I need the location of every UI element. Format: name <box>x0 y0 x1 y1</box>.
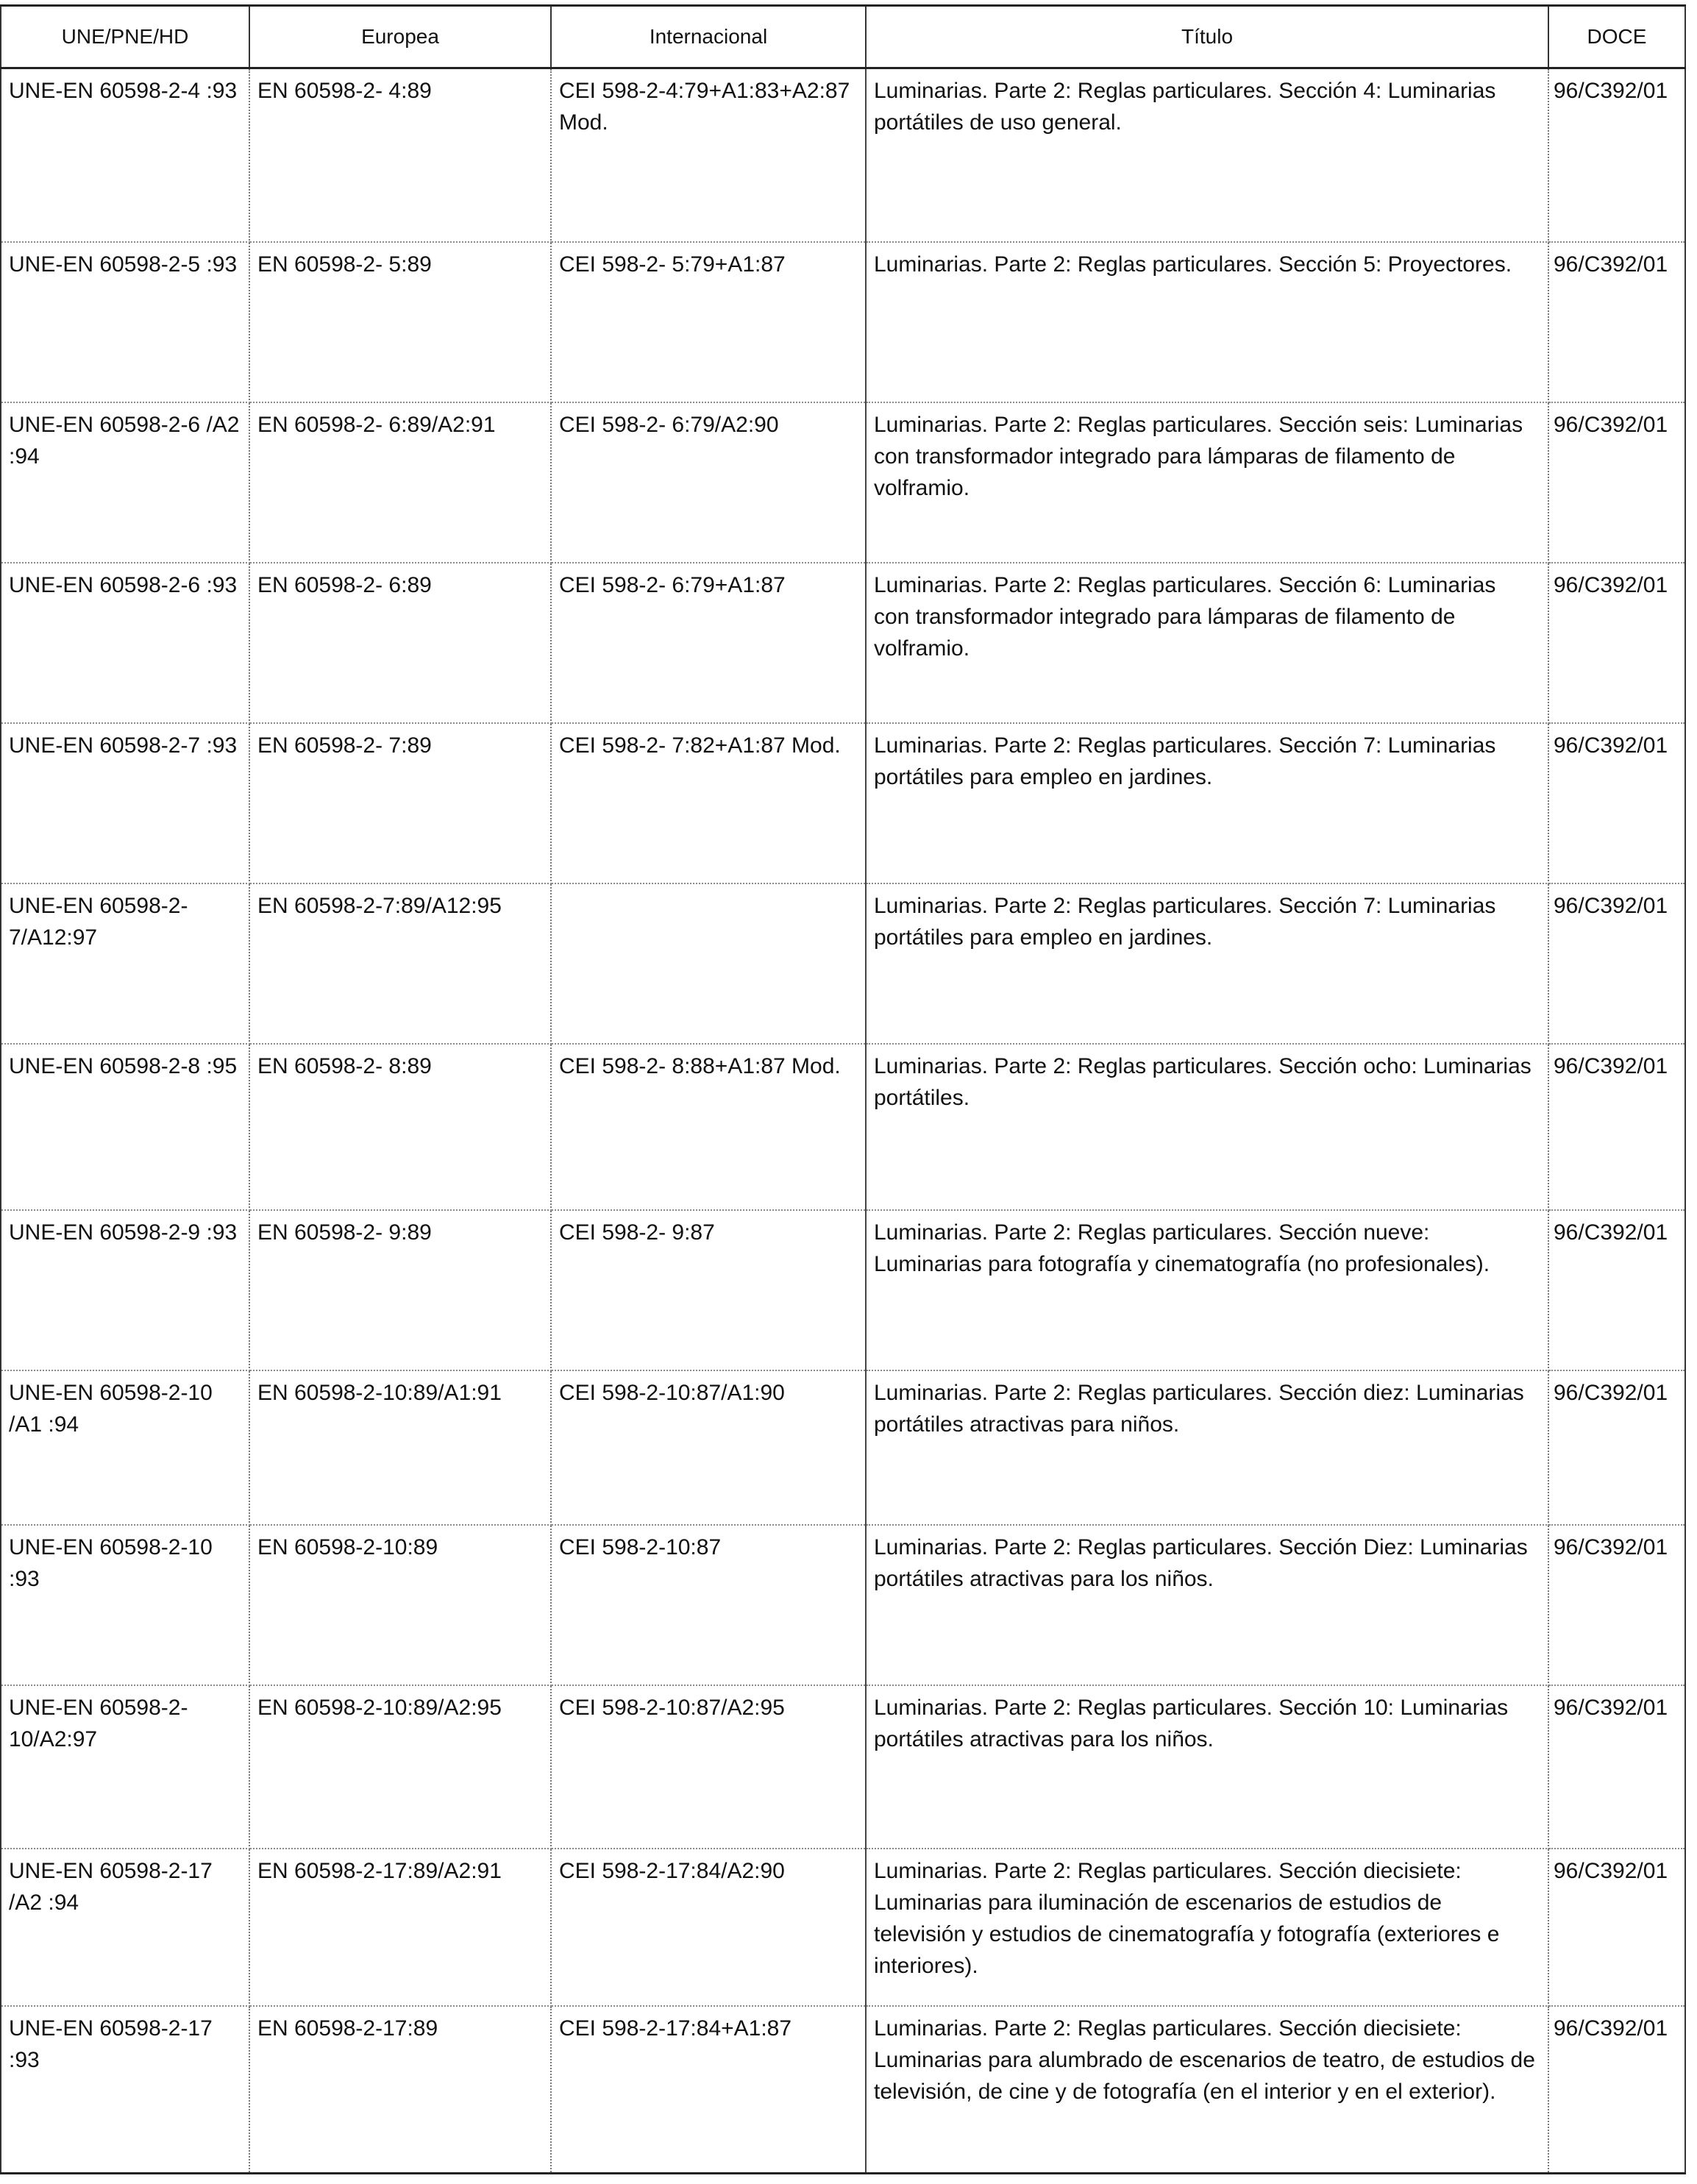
cell-internacional: CEI 598-2-10:87/A1:90 <box>551 1370 866 1525</box>
cell-doce: 96/C392/01 <box>1548 402 1685 563</box>
cell-une: UNE-EN 60598-2-6 :93 <box>1 563 249 723</box>
cell-europea: EN 60598-2-7:89/A12:95 <box>249 883 551 1044</box>
header-row <box>1 6 1685 68</box>
table-row <box>1 1210 1685 1370</box>
cell-internacional: CEI 598-2-10:87 <box>551 1525 866 1685</box>
cell-internacional: CEI 598-2-17:84+A1:87 <box>551 2006 866 2174</box>
cell-titulo: Luminarias. Parte 2: Reglas particulares. Sección seis: Luminarias con transformador integrado para lámparas de filamento de volframio. <box>866 402 1548 563</box>
table-row <box>1 883 1685 1044</box>
cell-doce: 96/C392/01 <box>1548 883 1685 1044</box>
cell-titulo: Luminarias. Parte 2: Reglas particulares. Sección nueve: Luminarias para fotografía y cinematografía (no profesionales). <box>866 1210 1548 1370</box>
cell-doce: 96/C392/01 <box>1548 2006 1685 2174</box>
cell-doce: 96/C392/01 <box>1548 242 1685 402</box>
standards-document <box>0 4 1684 2174</box>
table-row <box>1 2006 1685 2174</box>
cell-europea: EN 60598-2-17:89/A2:91 <box>249 1849 551 2006</box>
cell-europea: EN 60598-2- 7:89 <box>249 723 551 883</box>
cell-titulo: Luminarias. Parte 2: Reglas particulares. Sección 6: Luminarias con transformador integrado para lámparas de filamento de volframio. <box>866 563 1548 723</box>
cell-internacional: CEI 598-2-17:84/A2:90 <box>551 1849 866 2006</box>
cell-titulo: Luminarias. Parte 2: Reglas particulares. Sección 7: Luminarias portátiles para empleo en jardines. <box>866 723 1548 883</box>
cell-europea: EN 60598-2-10:89 <box>249 1525 551 1685</box>
cell-europea: EN 60598-2- 4:89 <box>249 68 551 242</box>
cell-une: UNE-EN 60598-2-5 :93 <box>1 242 249 402</box>
cell-titulo: Luminarias. Parte 2: Reglas particulares. Sección Diez: Luminarias portátiles atractivas para los niños. <box>866 1525 1548 1685</box>
cell-doce: 96/C392/01 <box>1548 1849 1685 2006</box>
cell-une: UNE-EN 60598-2-4 :93 <box>1 68 249 242</box>
cell-internacional: CEI 598-2- 5:79+A1:87 <box>551 242 866 402</box>
cell-titulo: Luminarias. Parte 2: Reglas particulares. Sección 7: Luminarias portátiles para empleo en jardines. <box>866 883 1548 1044</box>
standards-table <box>0 4 1686 2174</box>
cell-internacional: CEI 598-2-4:79+A1:83+A2:87 Mod. <box>551 68 866 242</box>
table-row <box>1 242 1685 402</box>
cell-titulo: Luminarias. Parte 2: Reglas particulares. Sección diecisiete: Luminarias para iluminación de escenarios de estudios de televisión y estudios de cinematografía y fotografía (exteriores e interiores). <box>866 1849 1548 2006</box>
cell-europea: EN 60598-2- 6:89 <box>249 563 551 723</box>
cell-europea: EN 60598-2- 5:89 <box>249 242 551 402</box>
cell-une: UNE-EN 60598-2-10 /A1 :94 <box>1 1370 249 1525</box>
header-internacional: Internacional <box>551 6 866 68</box>
cell-internacional: CEI 598-2- 8:88+A1:87 Mod. <box>551 1044 866 1210</box>
header-doce: DOCE <box>1548 6 1685 68</box>
cell-une: UNE-EN 60598-2-6 /A2 :94 <box>1 402 249 563</box>
table-row <box>1 68 1685 242</box>
cell-titulo: Luminarias. Parte 2: Reglas particulares. Sección ocho: Luminarias portátiles. <box>866 1044 1548 1210</box>
table-row <box>1 1370 1685 1525</box>
cell-titulo: Luminarias. Parte 2: Reglas particulares. Sección diecisiete: Luminarias para alumbrado de escenarios de teatro, de estudios de televisión, de cine y de fotografía (en el interior y en el exterior). <box>866 2006 1548 2174</box>
cell-doce: 96/C392/01 <box>1548 1525 1685 1685</box>
table-row <box>1 723 1685 883</box>
cell-doce: 96/C392/01 <box>1548 723 1685 883</box>
cell-une: UNE-EN 60598-2-8 :95 <box>1 1044 249 1210</box>
cell-une: UNE-EN 60598-2-17 /A2 :94 <box>1 1849 249 2006</box>
cell-europea: EN 60598-2-10:89/A1:91 <box>249 1370 551 1525</box>
header-europea: Europea <box>249 6 551 68</box>
cell-titulo: Luminarias. Parte 2: Reglas particulares. Sección 4: Luminarias portátiles de uso general. <box>866 68 1548 242</box>
cell-internacional: CEI 598-2- 6:79+A1:87 <box>551 563 866 723</box>
cell-europea: EN 60598-2- 9:89 <box>249 1210 551 1370</box>
cell-une: UNE-EN 60598-2-7/A12:97 <box>1 883 249 1044</box>
table-row <box>1 402 1685 563</box>
cell-europea: EN 60598-2-10:89/A2:95 <box>249 1685 551 1849</box>
cell-une: UNE-EN 60598-2-10 :93 <box>1 1525 249 1685</box>
cell-europea: EN 60598-2- 6:89/A2:91 <box>249 402 551 563</box>
cell-une: UNE-EN 60598-2-10/A2:97 <box>1 1685 249 1849</box>
cell-doce: 96/C392/01 <box>1548 1044 1685 1210</box>
cell-une: UNE-EN 60598-2-9 :93 <box>1 1210 249 1370</box>
table-header <box>1 6 1685 68</box>
cell-une: UNE-EN 60598-2-7 :93 <box>1 723 249 883</box>
cell-titulo: Luminarias. Parte 2: Reglas particulares. Sección 5: Proyectores. <box>866 242 1548 402</box>
cell-internacional: CEI 598-2-10:87/A2:95 <box>551 1685 866 1849</box>
cell-une: UNE-EN 60598-2-17 :93 <box>1 2006 249 2174</box>
header-une: UNE/PNE/HD <box>1 6 249 68</box>
cell-internacional: CEI 598-2- 6:79/A2:90 <box>551 402 866 563</box>
cell-internacional <box>551 883 866 1044</box>
table-row <box>1 1849 1685 2006</box>
cell-titulo: Luminarias. Parte 2: Reglas particulares. Sección 10: Luminarias portátiles atractivas para los niños. <box>866 1685 1548 1849</box>
table-row <box>1 1685 1685 1849</box>
cell-doce: 96/C392/01 <box>1548 1210 1685 1370</box>
cell-internacional: CEI 598-2- 7:82+A1:87 Mod. <box>551 723 866 883</box>
cell-europea: EN 60598-2- 8:89 <box>249 1044 551 1210</box>
cell-doce: 96/C392/01 <box>1548 68 1685 242</box>
cell-titulo: Luminarias. Parte 2: Reglas particulares. Sección diez: Luminarias portátiles atractivas para niños. <box>866 1370 1548 1525</box>
cell-europea: EN 60598-2-17:89 <box>249 2006 551 2174</box>
header-titulo: Título <box>866 6 1548 68</box>
cell-doce: 96/C392/01 <box>1548 563 1685 723</box>
cell-internacional: CEI 598-2- 9:87 <box>551 1210 866 1370</box>
table-body <box>1 68 1685 2174</box>
table-row <box>1 1525 1685 1685</box>
table-row <box>1 563 1685 723</box>
cell-doce: 96/C392/01 <box>1548 1370 1685 1525</box>
cell-doce: 96/C392/01 <box>1548 1685 1685 1849</box>
table-row <box>1 1044 1685 1210</box>
